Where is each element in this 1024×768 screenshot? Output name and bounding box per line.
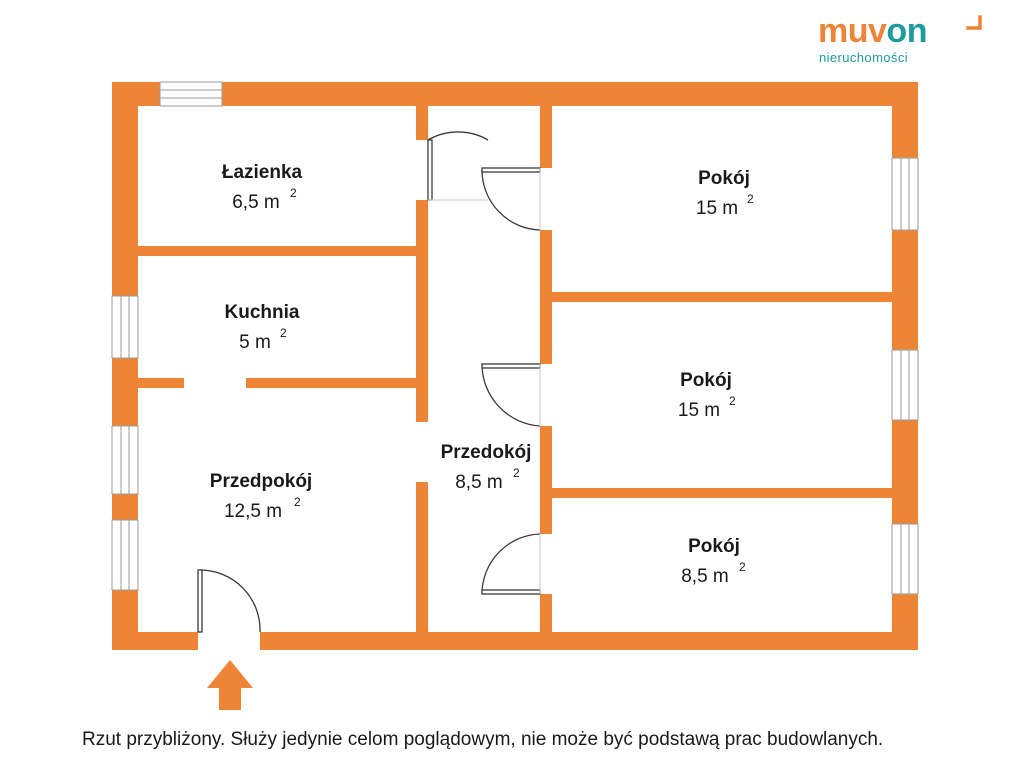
corridor-left-wall-a <box>416 106 428 140</box>
window-top <box>160 82 222 106</box>
room-area-unit-sup: 2 <box>513 466 520 480</box>
room-area: 8,5 m <box>455 472 503 493</box>
label-przedpokoj <box>210 471 312 522</box>
corridor-right-wall-c <box>540 426 552 534</box>
window-right-2 <box>892 350 918 420</box>
label-pokoj-1 <box>696 168 754 219</box>
arrow-up-icon <box>207 660 253 710</box>
room-name: Łazienka <box>221 162 303 183</box>
room-name: Pokój <box>680 370 732 391</box>
corridor-right-wall-b <box>540 230 552 364</box>
room-name: Przedokój <box>440 442 532 463</box>
disclaimer-text: Rzut przybliżony. Służy jedynie celom poglądowym, nie może być podstawą prac budowlanych. <box>82 729 884 750</box>
room-area-unit-sup: 2 <box>280 326 287 340</box>
logo-wordmark <box>818 10 927 52</box>
window-right-1 <box>892 158 918 230</box>
label-pokoj-2 <box>678 370 736 421</box>
window-left-3 <box>112 520 138 590</box>
wall-top <box>112 82 918 106</box>
door-room-2 <box>482 364 540 426</box>
room1-room2-wall <box>552 292 892 302</box>
label-kuchnia <box>225 302 300 353</box>
room-area-unit-sup: 2 <box>729 394 736 408</box>
room-area: 8,5 m <box>681 566 729 587</box>
logo-word-part1: muv <box>818 12 887 50</box>
label-przedokoj <box>441 442 532 493</box>
room-name: Pokój <box>688 536 740 557</box>
corridor-left-wall-c <box>416 482 428 632</box>
corridor-right-wall-a <box>540 106 552 168</box>
door-room-1 <box>482 168 540 230</box>
kitchen-hall-wall-b <box>246 378 416 388</box>
room-area: 12,5 m <box>223 501 283 522</box>
room-area: 15 m <box>677 400 721 421</box>
room-area: 15 m <box>695 198 739 219</box>
corridor-right-wall-d <box>540 594 552 632</box>
room-name: Pokój <box>698 168 750 189</box>
corridor-left-wall-b <box>416 200 428 422</box>
room-area-unit-sup: 2 <box>747 192 754 206</box>
window-right-3 <box>892 524 918 594</box>
wall-bottom-left <box>112 632 198 650</box>
window-left-1 <box>112 296 138 358</box>
room-area-unit-sup: 2 <box>290 186 297 200</box>
door-room-3 <box>482 534 540 594</box>
door-entrance <box>198 570 260 632</box>
muvon-logo <box>818 10 988 70</box>
room-area-unit-sup: 2 <box>739 560 746 574</box>
room-area: 5 m <box>239 332 271 353</box>
room-area: 6,5 m <box>232 192 280 213</box>
kitchen-hall-wall-a <box>138 378 184 388</box>
interior-walls <box>138 106 892 632</box>
logo-subtitle: nieruchomości <box>819 50 909 65</box>
wall-bottom-right <box>260 632 918 650</box>
door-bathroom <box>428 132 488 200</box>
room2-room3-wall <box>552 488 892 498</box>
window-left-2 <box>112 426 138 494</box>
bathroom-kitchen-wall <box>138 246 416 256</box>
label-lazienka <box>222 162 303 213</box>
logo-corner-arrow-icon <box>964 14 988 40</box>
room-name: Kuchnia <box>224 302 300 323</box>
logo-word-part2: on <box>886 12 927 50</box>
room-name: Przedpokój <box>209 471 313 492</box>
label-pokoj-3 <box>681 536 746 587</box>
room-area-unit-sup: 2 <box>294 495 301 509</box>
